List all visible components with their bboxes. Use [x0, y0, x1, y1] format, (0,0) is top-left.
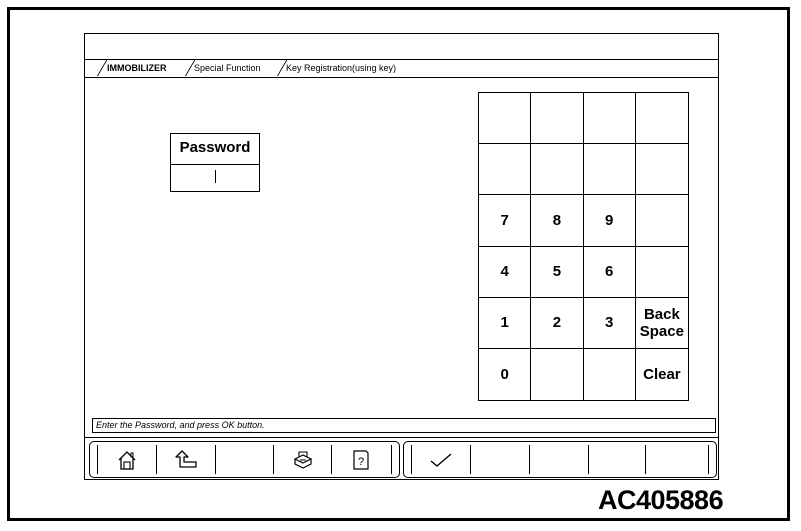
key-8-label: 8: [552, 211, 562, 229]
numeric-keypad: [478, 92, 689, 401]
key-2[interactable]: [531, 298, 583, 349]
blank-toolbar-button[interactable]: [530, 445, 588, 474]
back-button[interactable]: [157, 445, 216, 474]
key-backspace-label: Back Space: [639, 305, 684, 340]
key-4[interactable]: [479, 247, 531, 298]
print-icon: [291, 449, 315, 471]
key-blank[interactable]: [636, 247, 688, 298]
back-icon: [173, 449, 199, 471]
key-blank[interactable]: [636, 195, 688, 246]
blank-toolbar-button[interactable]: [646, 445, 708, 474]
key-5-label: 5: [552, 263, 562, 281]
key-2-label: 2: [552, 314, 562, 332]
key-5[interactable]: [531, 247, 583, 298]
key-3-label: 3: [604, 314, 614, 332]
home-icon: [116, 449, 138, 471]
key-6-label: 6: [604, 263, 614, 281]
key-9[interactable]: [584, 195, 636, 246]
breadcrumb-item-key-registration: Key Registration(using key): [286, 63, 397, 73]
key-clear[interactable]: [636, 349, 688, 400]
key-7-label: 7: [500, 211, 509, 229]
key-blank[interactable]: [479, 144, 531, 195]
key-8[interactable]: [531, 195, 583, 246]
key-blank[interactable]: [636, 93, 688, 144]
bottom-toolbar: [85, 437, 718, 481]
svg-text:?: ?: [357, 455, 364, 468]
breadcrumb: [85, 60, 718, 78]
blank-toolbar-button[interactable]: [589, 445, 646, 474]
key-6[interactable]: [584, 247, 636, 298]
toolbar-group-left: [89, 441, 400, 478]
print-button[interactable]: [274, 445, 332, 474]
breadcrumb-item-immobilizer[interactable]: IMMOBILIZER: [107, 63, 167, 73]
password-panel: [170, 133, 260, 192]
blank-toolbar-button[interactable]: [216, 445, 274, 474]
key-3[interactable]: [584, 298, 636, 349]
key-9-label: 9: [604, 211, 614, 229]
text-cursor: [215, 170, 216, 183]
toolbar-group-right: [403, 441, 717, 478]
key-7[interactable]: [479, 195, 531, 246]
key-0[interactable]: [479, 349, 531, 400]
key-clear-label: Clear: [643, 365, 681, 383]
home-button[interactable]: [98, 445, 157, 474]
key-blank[interactable]: [584, 144, 636, 195]
status-bar: [92, 418, 716, 433]
key-blank[interactable]: [584, 93, 636, 144]
check-icon: [428, 451, 454, 469]
password-label: Password: [171, 134, 259, 165]
app-screen: [84, 33, 719, 480]
title-bar: [85, 34, 718, 60]
help-icon: [350, 448, 372, 472]
key-1-label: 1: [500, 314, 509, 332]
key-0-label: 0: [500, 365, 509, 383]
ok-button[interactable]: [412, 445, 471, 474]
key-blank[interactable]: [636, 144, 688, 195]
status-message: Enter the Password, and press OK button.: [96, 420, 265, 430]
key-blank[interactable]: [531, 349, 583, 400]
breadcrumb-item-special-function[interactable]: Special Function: [194, 63, 261, 73]
key-backspace[interactable]: [636, 298, 688, 349]
blank-toolbar-button[interactable]: [471, 445, 530, 474]
key-blank[interactable]: [479, 93, 531, 144]
key-1[interactable]: [479, 298, 531, 349]
key-blank[interactable]: [531, 93, 583, 144]
help-button[interactable]: [332, 445, 389, 474]
figure-code: AC405886: [598, 485, 724, 515]
key-blank[interactable]: [531, 144, 583, 195]
breadcrumb-separator: [97, 60, 107, 76]
key-blank[interactable]: [584, 349, 636, 400]
key-4-label: 4: [500, 263, 509, 281]
